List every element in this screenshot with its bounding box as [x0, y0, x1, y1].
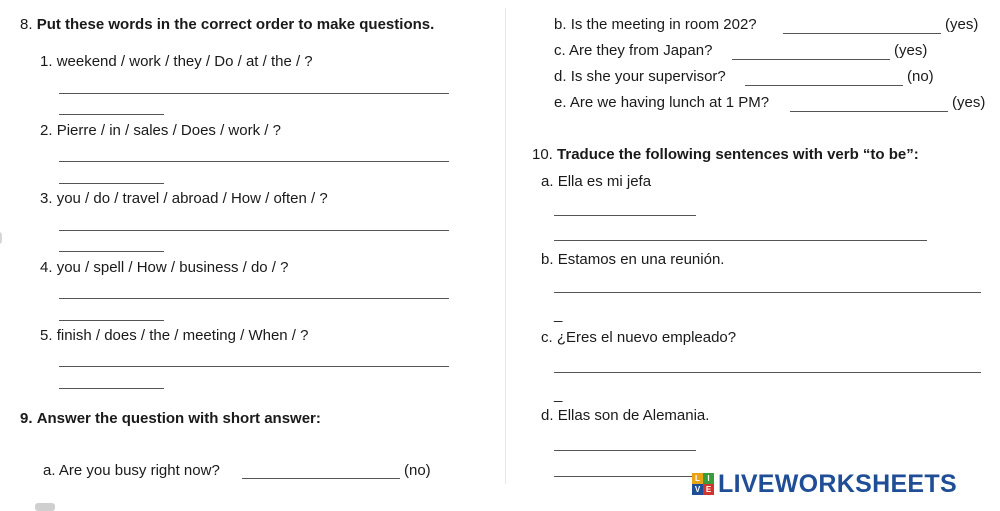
item-number: 1. — [40, 53, 53, 70]
item-number: 4. — [40, 259, 53, 276]
answer-line-10b[interactable] — [554, 292, 981, 293]
item-text: Are we having lunch at 1 PM? — [569, 94, 770, 111]
answer-line-4a[interactable] — [59, 298, 449, 299]
logo-badge-icon — [692, 473, 714, 495]
q8-item-3 — [40, 190, 328, 208]
item-text: ¿Eres el nuevo empleado? — [556, 329, 737, 346]
answer-line-3b[interactable] — [59, 251, 164, 252]
q8-heading — [20, 16, 434, 34]
q10-item-c — [541, 329, 736, 347]
q9-item-c — [554, 42, 712, 60]
answer-line-10a2[interactable] — [554, 240, 927, 241]
answer-line-10c[interactable] — [554, 372, 981, 373]
item-text: Ella es mi jefa — [557, 173, 652, 190]
item-letter: d. — [541, 407, 554, 424]
answer-line-9d[interactable] — [745, 85, 903, 86]
q8-item-1 — [40, 53, 313, 71]
item-number: 3. — [40, 190, 53, 207]
answer-line-1b[interactable] — [59, 114, 164, 115]
q8-number: 8. — [20, 16, 33, 33]
q10-item-a — [541, 173, 651, 191]
badge-letter: I — [703, 473, 714, 484]
hint-9a: (no) — [404, 462, 431, 479]
hint-9d: (no) — [907, 68, 934, 85]
item-letter: a. — [541, 173, 554, 190]
item-letter: e. — [554, 94, 567, 111]
answer-line-3a[interactable] — [59, 230, 449, 231]
answer-line-2b[interactable] — [59, 183, 164, 184]
item-letter: a. — [43, 462, 56, 479]
item-letter: d. — [554, 68, 567, 85]
q9-item-b — [554, 16, 757, 34]
answer-line-5b[interactable] — [59, 388, 164, 389]
badge-letter: E — [703, 484, 714, 495]
q9-item-e — [554, 94, 769, 112]
item-text: Ellas son de Alemania. — [557, 407, 710, 424]
item-text: Are they from Japan? — [569, 42, 713, 59]
hint-9e: (yes) — [952, 94, 986, 111]
q10-item-d — [541, 407, 709, 425]
item-text: you / spell / How / business / do / ? — [56, 259, 289, 276]
answer-line-9c[interactable] — [732, 59, 890, 60]
q8-item-4 — [40, 259, 288, 277]
answer-line-1a[interactable] — [59, 93, 449, 94]
q9-title: Answer the question with short answer: — [36, 410, 321, 427]
q10-item-b — [541, 251, 724, 269]
item-letter: b. — [541, 251, 554, 268]
item-letter: c. — [541, 329, 553, 346]
item-text: Are you busy right now? — [58, 462, 220, 479]
liveworksheets-logo — [692, 470, 957, 498]
q9-number: 9. — [20, 410, 33, 427]
q9-item-a — [43, 462, 220, 480]
q10-heading — [532, 146, 919, 164]
q10-title: Traduce the following sentences with verb “to be”: — [557, 146, 919, 163]
answer-line-5a[interactable] — [59, 366, 449, 367]
q8-title: Put these words in the correct order to make questions. — [36, 16, 435, 33]
q10-number: 10. — [532, 146, 553, 163]
item-letter: b. — [554, 16, 567, 33]
item-text: Estamos en una reunión. — [557, 251, 725, 268]
logo-text: LIVEWORKSHEETS — [718, 469, 957, 498]
hint-9b: (yes) — [945, 16, 979, 33]
item-text: you / do / travel / abroad / How / often / ? — [56, 190, 328, 207]
edge-handle — [0, 232, 2, 244]
stray-underscore: _ — [554, 306, 563, 323]
stray-underscore: _ — [554, 386, 563, 403]
answer-line-10d1[interactable] — [554, 450, 696, 451]
badge-letter: L — [692, 473, 703, 484]
item-number: 5. — [40, 327, 53, 344]
item-text: finish / does / the / meeting / When / ? — [56, 327, 309, 344]
item-number: 2. — [40, 122, 53, 139]
answer-line-10d2[interactable] — [554, 476, 694, 477]
scrollbar-thumb[interactable] — [35, 503, 55, 511]
item-text: Pierre / in / sales / Does / work / ? — [56, 122, 281, 139]
q9-item-d — [554, 68, 726, 86]
answer-line-9a[interactable] — [242, 478, 400, 479]
badge-letter: V — [692, 484, 703, 495]
hint-9c: (yes) — [894, 42, 928, 59]
item-text: Is the meeting in room 202? — [570, 16, 757, 33]
q8-item-2 — [40, 122, 281, 140]
q9-heading — [20, 410, 321, 428]
answer-line-10a1[interactable] — [554, 215, 696, 216]
item-letter: c. — [554, 42, 566, 59]
answer-line-4b[interactable] — [59, 320, 164, 321]
item-text: Is she your supervisor? — [570, 68, 726, 85]
answer-line-9e[interactable] — [790, 111, 948, 112]
answer-line-2a[interactable] — [59, 161, 449, 162]
q8-item-5 — [40, 327, 309, 345]
column-divider — [505, 8, 506, 484]
item-text: weekend / work / they / Do / at / the / ? — [56, 53, 313, 70]
answer-line-9b[interactable] — [783, 33, 941, 34]
